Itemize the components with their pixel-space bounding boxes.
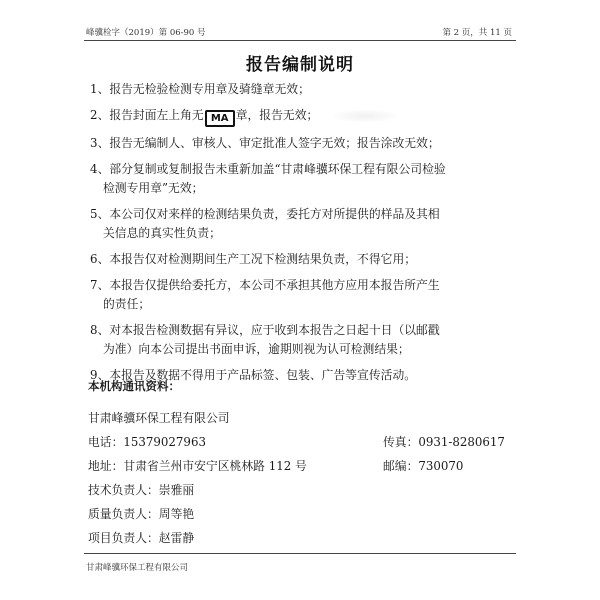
rule-text-continued: 为准）向本公司提出书面申诉，逾期则视为认可检测结果； <box>103 342 410 356</box>
rule-text: 报告无检验检测专用章及骑缝章无效； <box>109 82 310 96</box>
contact-section-title: 本机构通讯资料： <box>88 379 180 393</box>
cma-mark-icon <box>205 110 235 127</box>
rule-text: 本公司仅对来样的检测结果负责，委托方对所提供的样品及其相 <box>109 207 440 221</box>
contact-quality-lead: 质量负责人：周等艳 <box>88 507 195 521</box>
header-doc-number: 峰骥检字（2019）第 06-90 号 <box>86 28 206 38</box>
rule-text: 本报告仅提供给委托方，本公司不承担其他方应用本报告所产生 <box>109 278 440 292</box>
rule-item-3 <box>90 134 518 153</box>
rule-number: 6、 <box>90 252 110 266</box>
rule-text: 对本报告检测数据有异议，应于收到本报告之日起十日（以邮戳 <box>109 323 440 337</box>
contact-row-address <box>88 454 508 478</box>
contact-row-phone <box>88 430 508 454</box>
rule-text-continued: 检测专用章”无效； <box>103 181 204 195</box>
rule-number: 5、 <box>90 207 110 221</box>
rule-item-5 <box>90 205 518 243</box>
rule-item-6 <box>90 250 518 269</box>
rule-text: 报告无编制人、审核人、审定批准人签字无效；报告涂改无效； <box>109 136 440 150</box>
contact-company: 甘肃峰骥环保工程有限公司 <box>88 411 230 425</box>
rule-item-2 <box>90 106 518 127</box>
rule-text-continued: 的责任； <box>103 297 151 311</box>
contact-project-lead: 项目负责人：赵雷静 <box>88 531 195 545</box>
rule-text-after: 章，报告无效； <box>235 108 319 122</box>
rule-text-continued: 关信息的真实性负责； <box>103 226 221 240</box>
contact-info <box>88 406 508 550</box>
header-page-info: 第 2 页，共 11 页 <box>442 28 512 38</box>
rule-item-1 <box>90 80 518 99</box>
rule-text: 本报告及数据不得用于产品标签、包装、广告等宣传活动。 <box>109 368 417 382</box>
rule-number: 9、 <box>90 368 110 382</box>
rules-list <box>90 80 518 392</box>
footer-company: 甘肃峰骥环保工程有限公司 <box>86 563 189 573</box>
page-title: 报告编制说明 <box>246 55 354 75</box>
footer-divider <box>84 553 516 554</box>
rule-number: 2、 <box>90 108 110 122</box>
redacted-mark <box>334 110 396 122</box>
contact-phone: 电话：15379027963 <box>88 435 206 449</box>
contact-fax: 传真：0931-8280617 <box>383 435 505 449</box>
rule-number: 1、 <box>90 82 110 96</box>
rule-number: 8、 <box>90 323 110 337</box>
contact-tech-lead: 技术负责人：崇雅丽 <box>88 483 195 497</box>
rule-text: 报告封面左上角无 <box>109 108 204 122</box>
rule-number: 7、 <box>90 278 110 292</box>
contact-address: 地址：甘肃省兰州市安宁区桃林路 112 号 <box>88 459 307 473</box>
rule-number: 3、 <box>90 136 110 150</box>
contact-postcode: 邮编：730070 <box>383 459 464 473</box>
header-divider <box>84 40 516 41</box>
rule-text: 本报告仅对检测期间生产工况下检测结果负责，不得它用； <box>109 252 417 266</box>
rule-number: 4、 <box>90 162 110 176</box>
rule-item-8 <box>90 321 518 359</box>
rule-item-4 <box>90 160 518 198</box>
rule-item-7 <box>90 276 518 314</box>
rule-text: 部分复制或复制报告未重新加盖“甘肃峰骥环保工程有限公司检验 <box>109 162 446 176</box>
